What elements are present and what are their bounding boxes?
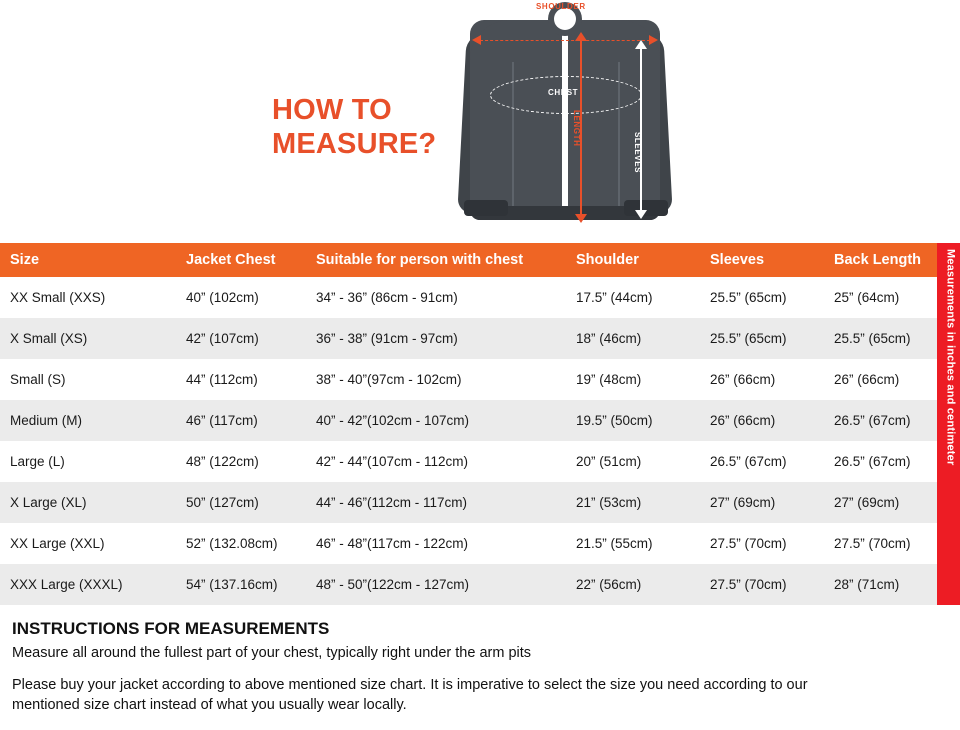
cell-jacket-chest: 54” (137.16cm) [186,577,278,592]
cell-back-length: 28” (71cm) [834,577,900,592]
cell-size: Medium (M) [10,413,83,428]
sleeves-arrow-up-icon [635,40,647,49]
cell-jacket-chest: 48” (122cm) [186,454,259,469]
cell-jacket-chest: 42” (107cm) [186,331,259,346]
instructions-title: INSTRUCTIONS FOR MEASUREMENTS [12,619,330,638]
cell-size: XX Small (XXS) [10,290,106,305]
label-length: LENGTH [572,110,581,147]
cell-sleeves: 27” (69cm) [710,495,776,510]
cell-suitable-chest: 40” - 42”(102cm - 107cm) [316,413,470,428]
column-header-sleeves: Sleeves [700,243,824,277]
cell-size: Small (S) [10,372,66,387]
cell-shoulder: 20” (51cm) [576,454,642,469]
cell-sleeves: 27.5” (70cm) [710,536,787,551]
cell-back-length: 26” (66cm) [834,372,900,387]
cell-size: XX Large (XXL) [10,536,105,551]
cell-back-length: 26.5” (67cm) [834,413,911,428]
cell-size: Large (L) [10,454,65,469]
cell-jacket-chest: 46” (117cm) [186,413,258,428]
length-arrow-down-icon [575,214,587,223]
shoulder-arrow-right-icon [649,35,658,45]
cell-suitable-chest: 48” - 50”(122cm - 127cm) [316,577,470,592]
cell-sleeves: 26” (66cm) [710,413,776,428]
table-row [0,277,937,318]
cell-back-length: 27.5” (70cm) [834,536,911,551]
table-row [0,482,937,523]
table-row [0,523,937,564]
cell-suitable-chest: 42” - 44”(107cm - 112cm) [316,454,469,469]
jacket-diagram [440,0,690,243]
cell-jacket-chest: 44” (112cm) [186,372,258,387]
label-shoulder: SHOULDER [536,2,586,11]
cell-suitable-chest: 34” - 36” (86cm - 91cm) [316,290,458,305]
column-header-back-length: Back Length [824,243,937,277]
cell-sleeves: 27.5” (70cm) [710,577,787,592]
cell-shoulder: 21” (53cm) [576,495,642,510]
column-header-suitable-chest: Suitable for person with chest [306,243,566,277]
size-table [0,243,937,605]
sleeves-arrow-down-icon [635,210,647,219]
cell-jacket-chest: 52” (132.08cm) [186,536,278,551]
cell-back-length: 27” (69cm) [834,495,900,510]
cell-back-length: 25.5” (65cm) [834,331,911,346]
instructions-line-2: Please buy your jacket according to above mentioned size chart. It is imperative to select the size you need according to our mentioned size chart instead of what you usually wear locally. [12,677,808,713]
table-row [0,441,937,482]
cell-size: XXX Large (XXXL) [10,577,123,592]
side-note-bar [937,243,960,605]
page-title-line1: HOW TO [272,94,392,126]
length-arrow-up-icon [575,32,587,41]
cell-suitable-chest: 38” - 40”(97cm - 102cm) [316,372,462,387]
column-header-size: Size [0,243,176,277]
side-note-text: Measurements in inches and centimeter [944,249,957,466]
shoulder-measure-line [480,40,650,41]
cell-shoulder: 22” (56cm) [576,577,642,592]
cell-jacket-chest: 50” (127cm) [186,495,259,510]
table-row [0,359,937,400]
instructions-line-1: Measure all around the fullest part of your chest, typically right under the arm pits [12,645,532,661]
cell-sleeves: 26” (66cm) [710,372,776,387]
cell-shoulder: 18” (46cm) [576,331,642,346]
cell-size: X Small (XS) [10,331,88,346]
cell-sleeves: 25.5” (65cm) [710,290,787,305]
column-header-jacket-chest: Jacket Chest [176,243,306,277]
cell-shoulder: 19.5” (50cm) [576,413,653,428]
shoulder-arrow-left-icon [472,35,481,45]
cell-back-length: 25” (64cm) [834,290,900,305]
instructions-section [0,605,960,715]
cell-suitable-chest: 36” - 38” (91cm - 97cm) [316,331,458,346]
cell-sleeves: 26.5” (67cm) [710,454,787,469]
page-title [272,93,436,161]
cell-suitable-chest: 46” - 48”(117cm - 122cm) [316,536,469,551]
cell-back-length: 26.5” (67cm) [834,454,911,469]
label-chest: CHEST [548,88,579,97]
cell-sleeves: 25.5” (65cm) [710,331,787,346]
size-table-area [0,243,960,605]
table-row [0,564,937,605]
cell-shoulder: 17.5” (44cm) [576,290,653,305]
label-sleeves: SLEEVES [633,132,642,174]
cell-suitable-chest: 44” - 46”(112cm - 117cm) [316,495,468,510]
cell-shoulder: 19” (48cm) [576,372,642,387]
table-row [0,400,937,441]
table-header-row [0,243,937,277]
jacket-zipper [562,26,568,216]
jacket-collar-opening [554,8,576,30]
cell-shoulder: 21.5” (55cm) [576,536,653,551]
jacket-left-cuff [464,200,508,216]
cell-jacket-chest: 40” (102cm) [186,290,259,305]
cell-size: X Large (XL) [10,495,87,510]
table-row [0,318,937,359]
column-header-shoulder: Shoulder [566,243,700,277]
header-section [0,0,960,243]
page-title-line2: MEASURE? [272,128,437,161]
